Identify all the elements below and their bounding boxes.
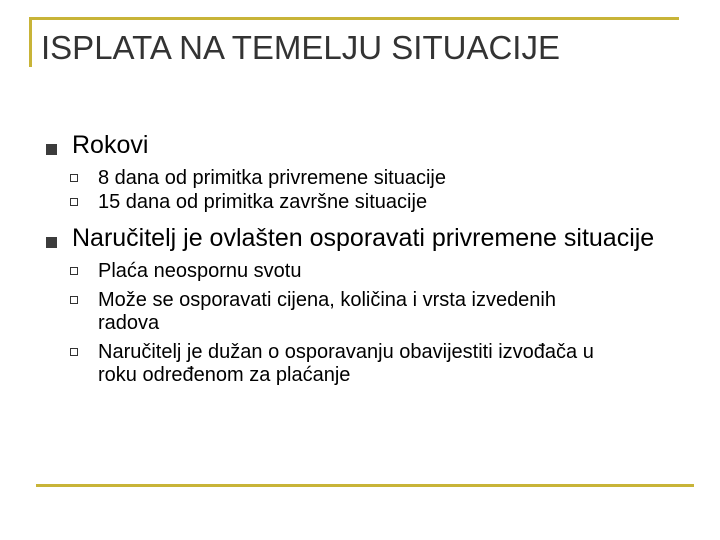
sub-bullet-item <box>70 289 618 335</box>
top-rule <box>29 17 679 20</box>
square-bullet-icon <box>46 144 57 155</box>
sub-list-rokovi <box>70 167 686 214</box>
hollow-square-bullet-icon <box>70 198 78 206</box>
slide-title: ISPLATA NA TEMELJU SITUACIJE <box>41 29 560 66</box>
sub-bullet-item <box>70 191 618 214</box>
sub-bullet-label: Plaća neospornu svotu <box>98 260 302 282</box>
sub-bullet-label: 15 dana od primitka završne situacije <box>98 191 428 213</box>
bullet-item-rokovi <box>46 131 672 159</box>
square-bullet-icon <box>46 237 57 248</box>
sub-bullet-label: 8 dana od primitka privremene situacije <box>98 167 446 189</box>
sub-bullet-item <box>70 341 618 387</box>
sub-bullet-label: Može se osporavati cijena, količina i vrsta izvedenih radova <box>98 289 556 334</box>
sub-list-narucitelj <box>70 260 686 387</box>
hollow-square-bullet-icon <box>70 348 78 356</box>
bullet-item-narucitelj <box>46 224 672 252</box>
bullet-label: Naručitelj je ovlašten osporavati privremene situacije <box>72 224 655 252</box>
hollow-square-bullet-icon <box>70 267 78 275</box>
hollow-square-bullet-icon <box>70 296 78 304</box>
bottom-rule <box>36 484 694 487</box>
sub-bullet-item <box>70 167 618 190</box>
sub-bullet-label: Naručitelj je dužan o osporavanju obavijestiti izvođača u roku određenom za plaćanje <box>98 341 594 386</box>
left-rule <box>29 17 32 67</box>
bullet-list <box>46 128 686 393</box>
hollow-square-bullet-icon <box>70 174 78 182</box>
bullet-label: Rokovi <box>72 131 149 159</box>
sub-bullet-item <box>70 260 618 283</box>
